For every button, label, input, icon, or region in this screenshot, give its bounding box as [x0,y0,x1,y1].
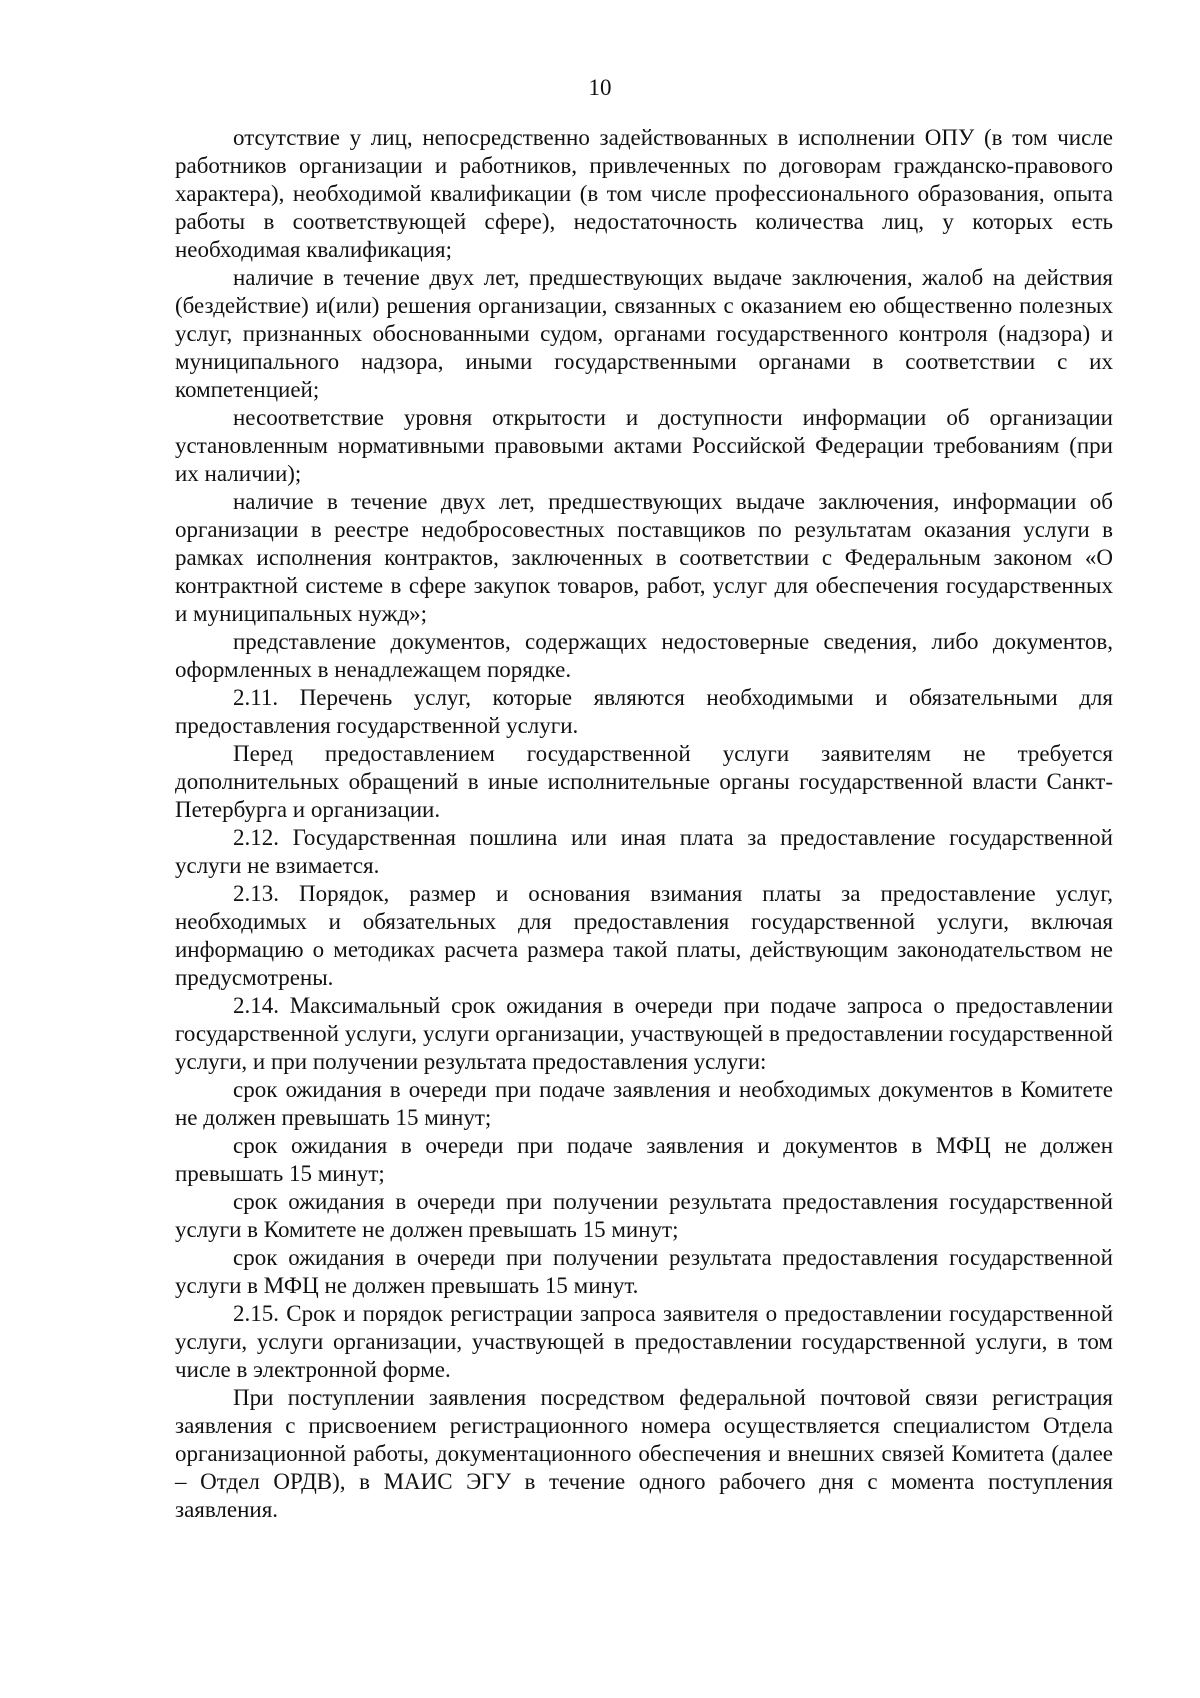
paragraph-postal-registration: При поступлении заявления посредством федеральной почтовой связи регистрация заявления с присвоением регистрационного номера осуществляется специалистом Отдела организационной работы, документационного обеспечения и внешних связей Комитета (далее – Отдел ОРДВ), в МАИС ЭГУ в течение одного рабочего дня с момента поступления заявления. [175,1385,1113,1522]
paragraph-no-extra-requests: Перед предоставлением государственной услуги заявителям не требуется дополнительных обращений в иные исполнительные органы государственной власти Санкт-Петербурга и организации. [175,741,1113,822]
paragraph-supplier-registry: наличие в течение двух лет, предшествующих выдаче заключения, информации об организации в реестре недобросовестных поставщиков по результатам оказания услуги в рамках исполнения контрактов, заключенных в соответствии с Федеральным законом «О контрактной системе в сфере закупок товаров, работ, услуг для обеспечения государственных и муниципальных нужд»; [175,489,1113,626]
paragraph-2-15: 2.15. Срок и порядок регистрации запроса заявителя о предоставлении государственной услуги, услуги организации, участвующей в предоставлении государственной услуги, в том числе в электронной форме. [175,1301,1113,1382]
paragraph-openness: несоответствие уровня открытости и доступности информации об организации установленным нормативными правовыми актами Российской Федерации требованиям (при их наличии); [175,405,1113,486]
document-body [175,124,1113,1524]
paragraph-2-12: 2.12. Государственная пошлина или иная плата за предоставление государственной услуги не взимается. [175,825,1113,878]
paragraph-wait-committee-result: срок ожидания в очереди при получении результата предоставления государственной услуги в Комитете не должен превышать 15 минут; [175,1189,1113,1242]
paragraph-2-13: 2.13. Порядок, размер и основания взимания платы за предоставление услуг, необходимых и обязательных для предоставления государственной услуги, включая информацию о методиках расчета размера такой платы, действующим законодательством не предусмотрены. [175,881,1113,990]
page-number: 10 [588,75,612,100]
paragraph-false-documents: представление документов, содержащих недостоверные сведения, либо документов, оформленных в ненадлежащем порядке. [175,629,1113,682]
paragraph-2-11: 2.11. Перечень услуг, которые являются необходимыми и обязательными для предоставления государственной услуги. [175,685,1113,738]
paragraph-qualification: отсутствие у лиц, непосредственно задействованных в исполнении ОПУ (в том числе работников организации и работников, привлеченных по договорам гражданско-правового характера), необходимой квалификации (в том числе профессионального образования, опыта работы в соответствующей сфере), недостаточность количества лиц, у которых есть необходимая квалификация; [175,125,1113,262]
paragraph-wait-mfc-submit: срок ожидания в очереди при подаче заявления и документов в МФЦ не должен превышать 15 минут; [175,1133,1113,1186]
paragraph-wait-committee-submit: срок ожидания в очереди при подаче заявления и необходимых документов в Комитете не должен превышать 15 минут; [175,1077,1113,1130]
paragraph-wait-mfc-result: срок ожидания в очереди при получении результата предоставления государственной услуги в МФЦ не должен превышать 15 минут. [175,1245,1113,1298]
paragraph-complaints: наличие в течение двух лет, предшествующих выдаче заключения, жалоб на действия (бездействие) и(или) решения организации, связанных с оказанием ею общественно полезных услуг, признанных обоснованными судом, органами государственного контроля (надзора) и муниципального надзора, иными государственными органами в соответствии с их компетенцией; [175,265,1113,402]
paragraph-2-14: 2.14. Максимальный срок ожидания в очереди при подаче запроса о предоставлении государственной услуги, услуги организации, участвующей в предоставлении государственной услуги, и при получении результата предоставления услуги: [175,993,1113,1074]
